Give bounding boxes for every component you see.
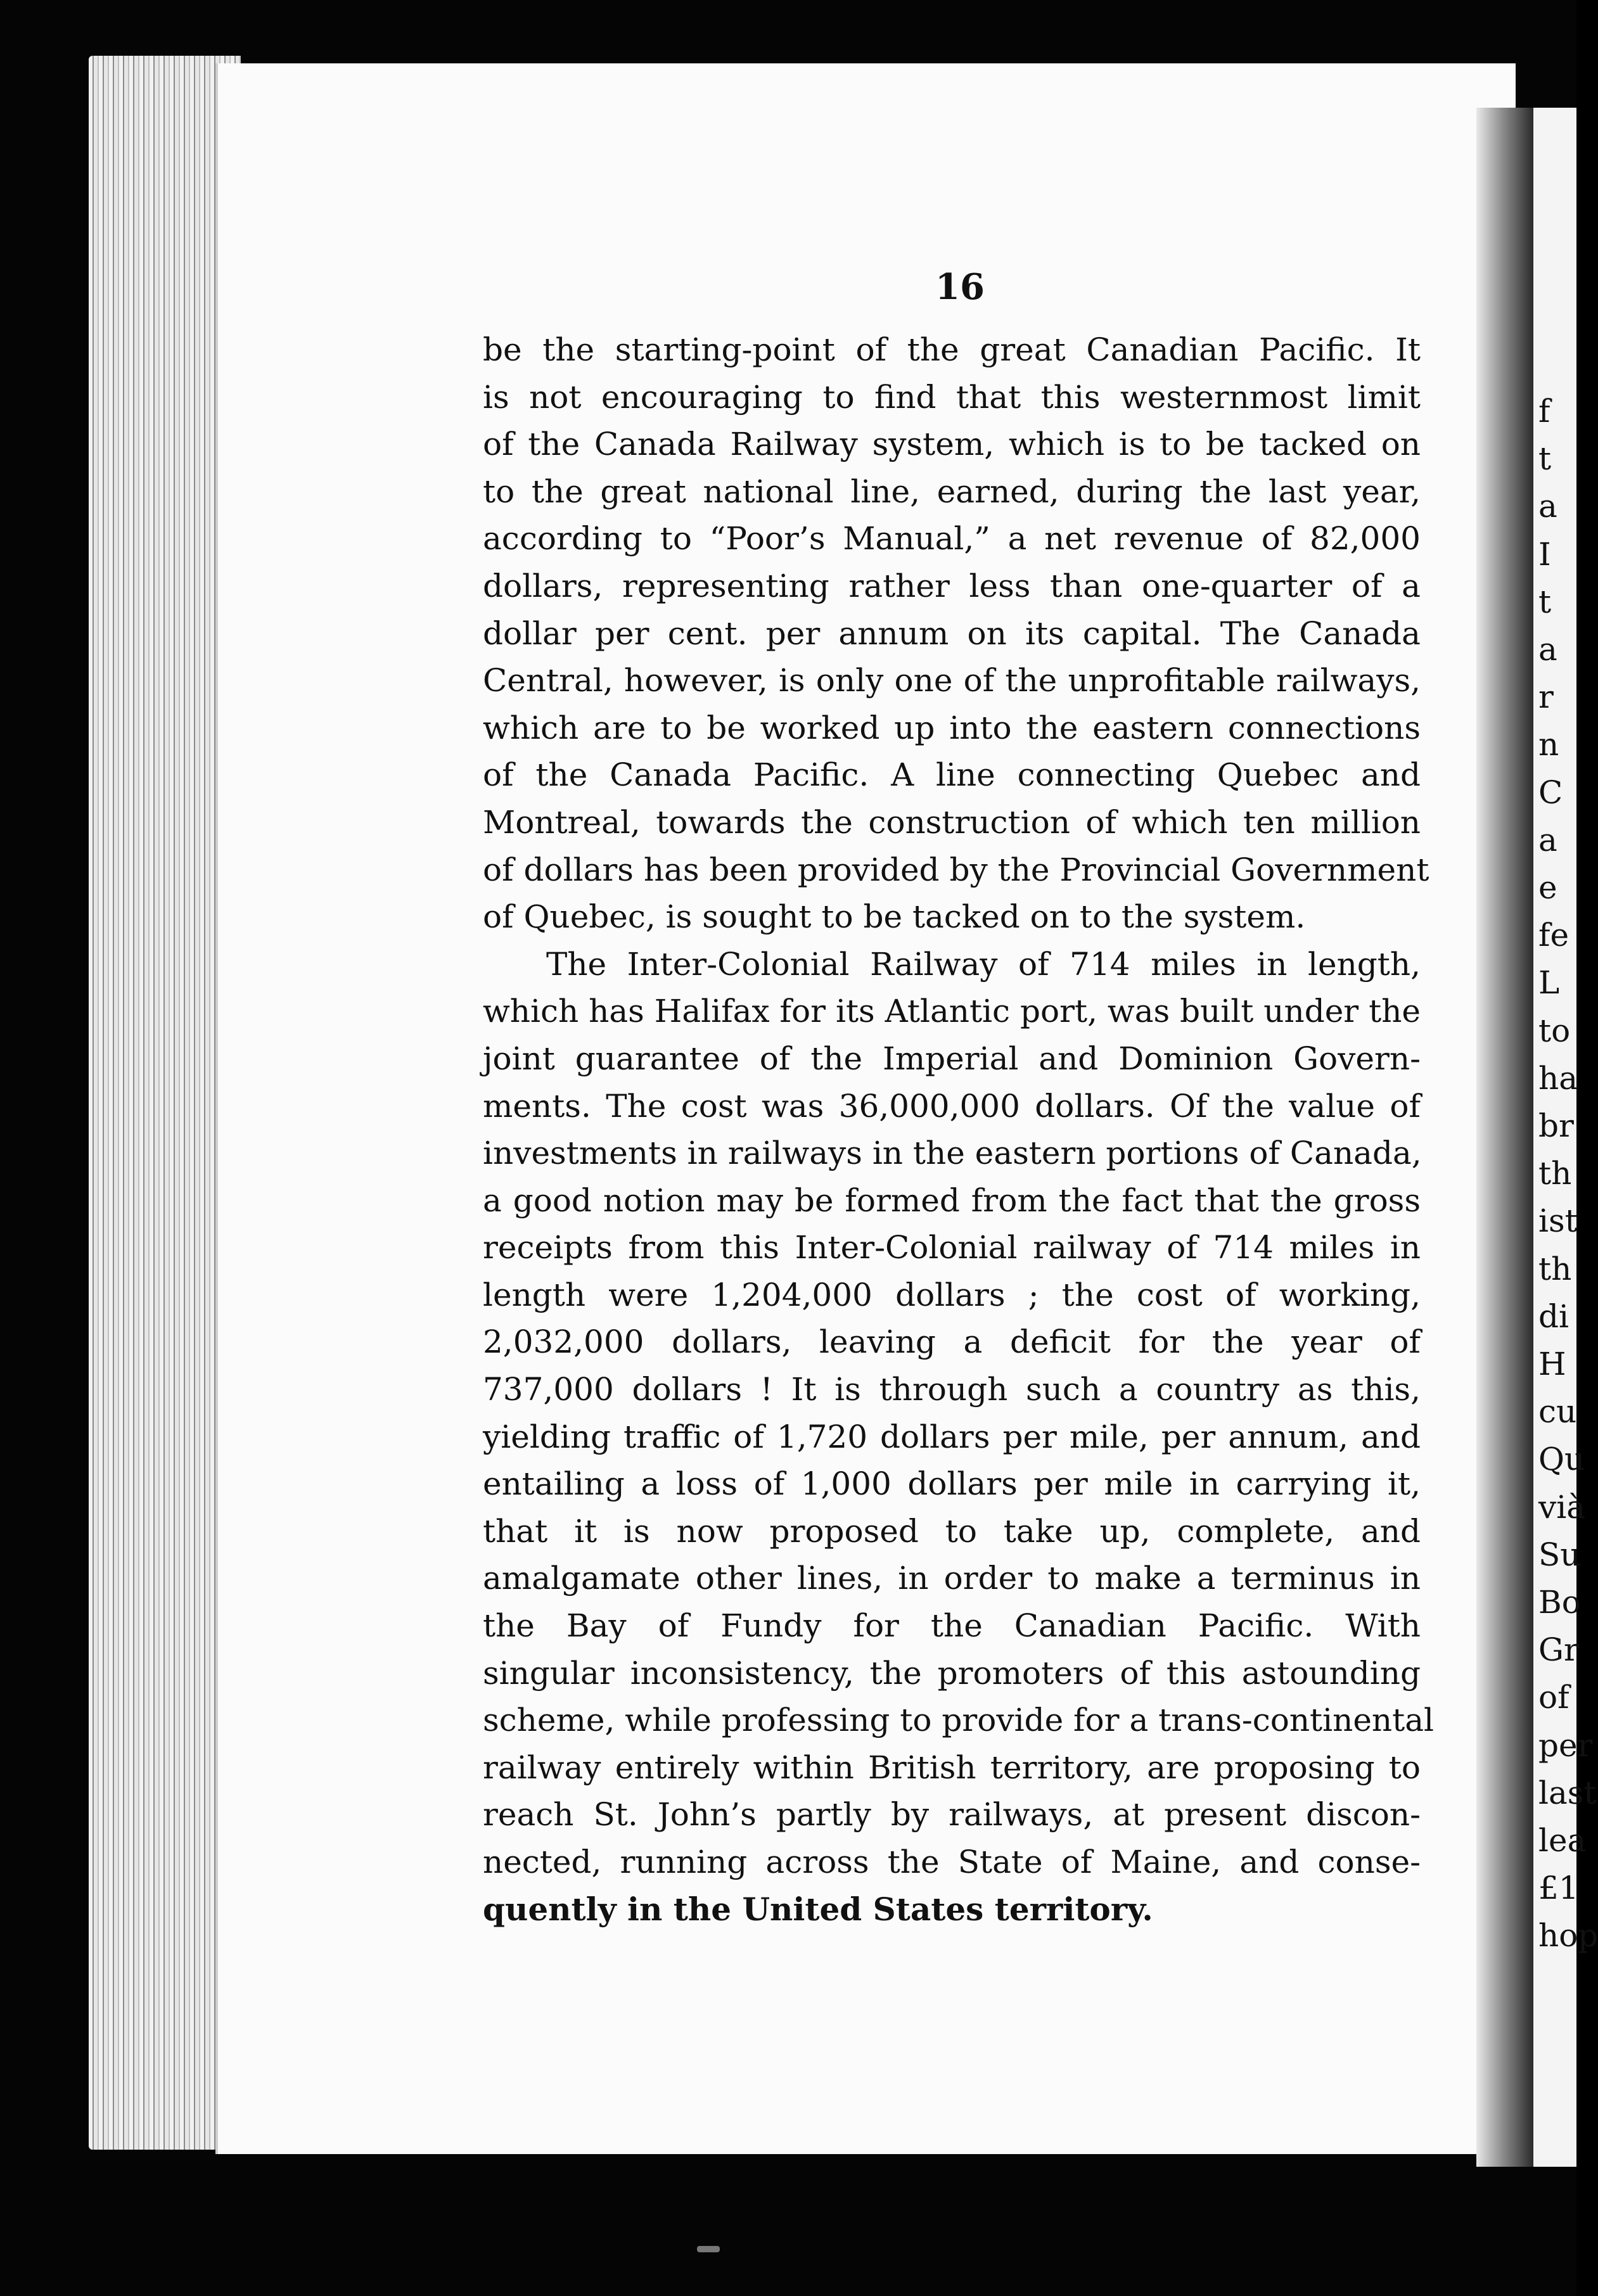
facing-page-fragment: fe — [1538, 917, 1569, 954]
facing-page-fragment: £1 — [1538, 1870, 1579, 1907]
facing-page-fragment: I — [1538, 535, 1551, 573]
text-line: scheme, while professing to provide for a trans-continental — [483, 1702, 1435, 1739]
text-line: quently in the United States territory. — [483, 1890, 1153, 1928]
text-line: to the great national line, earned, during the last year, — [483, 473, 1421, 510]
text-line: joint guarantee of the Imperial and Dominion Govern- — [483, 1040, 1421, 1077]
facing-page-fragment: a — [1538, 821, 1557, 858]
text-line: investments in railways in the eastern portions of Canada, — [483, 1135, 1422, 1172]
facing-page-fragment: f — [1538, 393, 1550, 430]
text-line: which has Halifax for its Atlantic port, was built under the — [483, 993, 1421, 1030]
text-line: of the Canada Pacific. A line connecting Quebec and — [483, 756, 1421, 794]
facing-page-fragment: ist — [1538, 1202, 1578, 1240]
scan-speck — [697, 2246, 720, 2252]
facing-page-fragment: L — [1538, 964, 1560, 1002]
facing-page-fragment: to — [1538, 1012, 1571, 1049]
facing-page-fragment: a — [1538, 631, 1557, 668]
facing-page-fragment: br — [1538, 1107, 1574, 1144]
body-text — [483, 326, 1435, 1933]
facing-page-fragment: Bo — [1538, 1584, 1581, 1621]
text-line: be the starting-point of the great Canadian Pacific. It — [483, 331, 1421, 368]
text-line: 2,032,000 dollars, leaving a deficit for the year of — [483, 1323, 1421, 1361]
text-line: length were 1,204,000 dollars ; the cost of working, — [483, 1276, 1421, 1313]
text-line: Central, however, is only one of the unprofitable railways, — [483, 662, 1421, 699]
text-line: Montreal, towards the construction of which ten million — [483, 803, 1421, 841]
facing-page-fragment: Gr — [1538, 1631, 1579, 1669]
text-line: which are to be worked up into the eastern connections — [483, 709, 1421, 746]
text-line: dollars, representing rather less than one-quarter of a — [483, 567, 1421, 604]
text-line: ments. The cost was 36,000,000 dollars. Of the value of — [483, 1087, 1421, 1125]
facing-page-fragment: Qu — [1538, 1441, 1585, 1478]
text-line: reach St. John’s partly by railways, at present discon- — [483, 1796, 1421, 1834]
facing-page-fragment: vià — [1538, 1488, 1586, 1526]
text-line: receipts from this Inter-Colonial railway of 714 miles in — [483, 1229, 1421, 1266]
facing-page-fragment: per — [1538, 1726, 1593, 1764]
facing-page-fragment: a — [1538, 488, 1557, 525]
text-line: The Inter-Colonial Railway of 714 miles in length, — [546, 945, 1421, 983]
facing-page-fragment: t — [1538, 583, 1552, 620]
text-line: that it is now proposed to take up, complete, and — [483, 1512, 1421, 1550]
facing-page-fragment: C — [1538, 774, 1563, 811]
facing-page-sliver — [1533, 108, 1598, 2167]
facing-page-fragment: cu — [1538, 1393, 1577, 1431]
facing-page-fragment: ha — [1538, 1059, 1578, 1097]
text-line: of Quebec, is sought to be tacked on to the system. — [483, 898, 1306, 936]
text-line: amalgamate other lines, in order to make a terminus in — [483, 1560, 1421, 1597]
text-line: nected, running across the State of Maine, and conse- — [483, 1844, 1421, 1880]
text-line: yielding traffic of 1,720 dollars per mile, per annum, and — [483, 1418, 1421, 1455]
facing-page-fragment: e — [1538, 869, 1557, 906]
facing-page-fragment: t — [1538, 440, 1552, 478]
facing-page-fragment: r — [1538, 679, 1554, 716]
facing-page-fragment: Su — [1538, 1536, 1581, 1573]
text-line: of the Canada Railway system, which is to be tacked on — [483, 426, 1421, 463]
facing-page-fragment: last — [1538, 1774, 1597, 1811]
facing-page-fragment: hop — [1538, 1917, 1598, 1955]
text-line: railway entirely within British territory, are proposing to — [483, 1749, 1421, 1786]
facing-page-fragment: H — [1538, 1346, 1566, 1382]
facing-page-fragment: th — [1538, 1250, 1572, 1287]
text-line: dollar per cent. per annum on its capital. The Canada — [483, 615, 1421, 652]
facing-page-fragment: lea — [1538, 1822, 1587, 1859]
text-line: of dollars has been provided by the Provincial Government — [483, 851, 1429, 888]
text-line: 737,000 dollars ! It is through such a country as this, — [483, 1371, 1421, 1408]
facing-page-fragment: n — [1538, 726, 1559, 763]
text-line: entailing a loss of 1,000 dollars per mile in carrying it, — [483, 1465, 1421, 1503]
text-line: according to “Poor’s Manual,” a net revenue of 82,000 — [483, 520, 1421, 558]
page-number: 16 — [935, 266, 985, 308]
text-line: is not encouraging to find that this westernmost limit — [483, 378, 1421, 416]
text-line: a good notion may be formed from the fact that the gross — [483, 1182, 1421, 1219]
book-gutter — [1476, 108, 1533, 2167]
text-line: the Bay of Fundy for the Canadian Pacific. With — [483, 1607, 1421, 1645]
facing-page-fragment: th — [1538, 1155, 1572, 1192]
facing-page-fragment: di — [1538, 1298, 1569, 1335]
facing-page-fragment: of — [1538, 1679, 1569, 1716]
text-line: singular inconsistency, the promoters of this astounding — [483, 1654, 1421, 1692]
